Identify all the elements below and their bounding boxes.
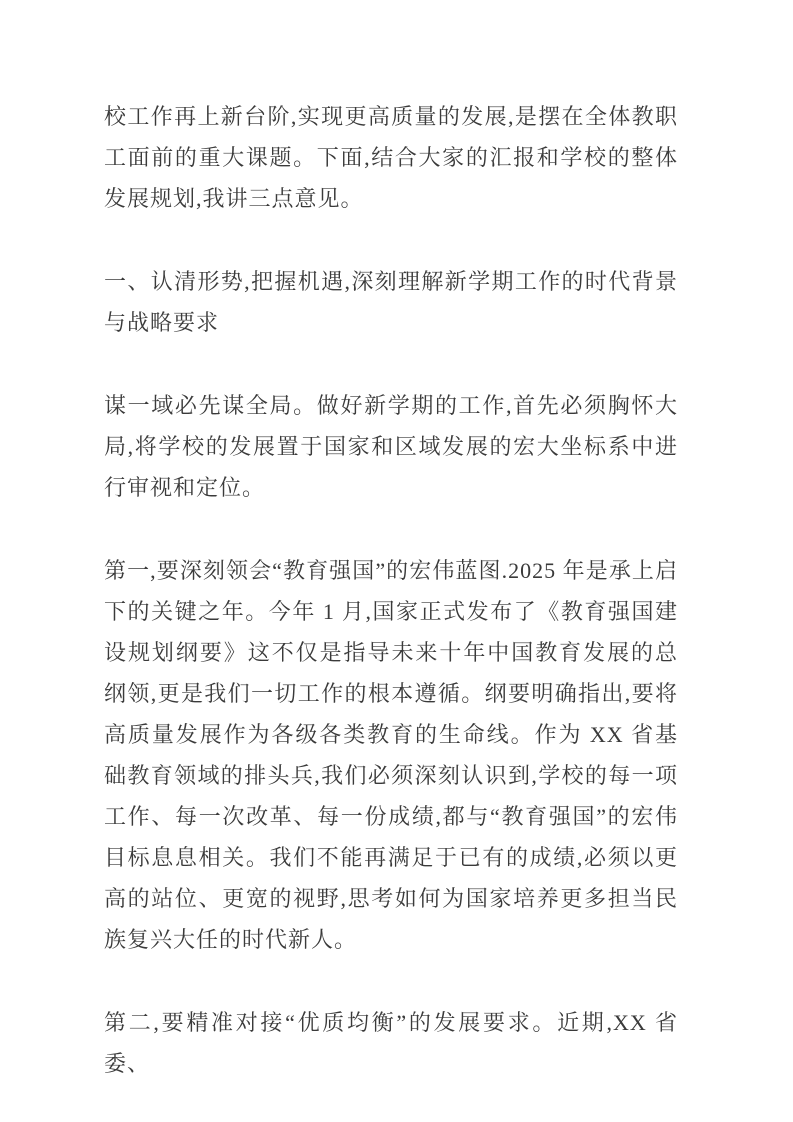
body-paragraph-point-one: 第一,要深刻领会“教育强国”的宏伟蓝图.2025 年是承上启下的关键之年。今年 1 月,国家正式发布了《教育强国建设规划纲要》这不仅是指导未来十年中国教育发展的总纲领,更是我们一切工作的根本遵循。纲要明确指出,要将高质量发展作为各级各类教育的生命线。作为 XX 省基础教育领域的排头兵,我们必须深刻认识到,学校的每一项工作、每一次改革、每一份成绩,都与“教育强国”的宏伟目标息息相关。我们不能再满足于已有的成绩,必须以更高的站位、更宽的视野,思考如何为国家培养更多担当民族复兴大任的时代新人。 [104,558,678,952]
body-paragraph-point-two: 第二,要精准对接“优质均衡”的发展要求。近期,XX 省委、 [104,1010,678,1076]
body-paragraph-intro: 校工作再上新台阶,实现更高质量的发展,是摆在全体教职工面前的重大课题。下面,结合大家的汇报和学校的整体发展规划,我讲三点意见。 [104,104,678,211]
section-heading-one: 一、认清形势,把握机遇,深刻理解新学期工作的时代背景与战略要求 [104,269,678,335]
body-paragraph-overview: 谋一域必先谋全局。做好新学期的工作,首先必须胸怀大局,将学校的发展置于国家和区域发展的宏大坐标系中进行审视和定位。 [104,393,678,500]
